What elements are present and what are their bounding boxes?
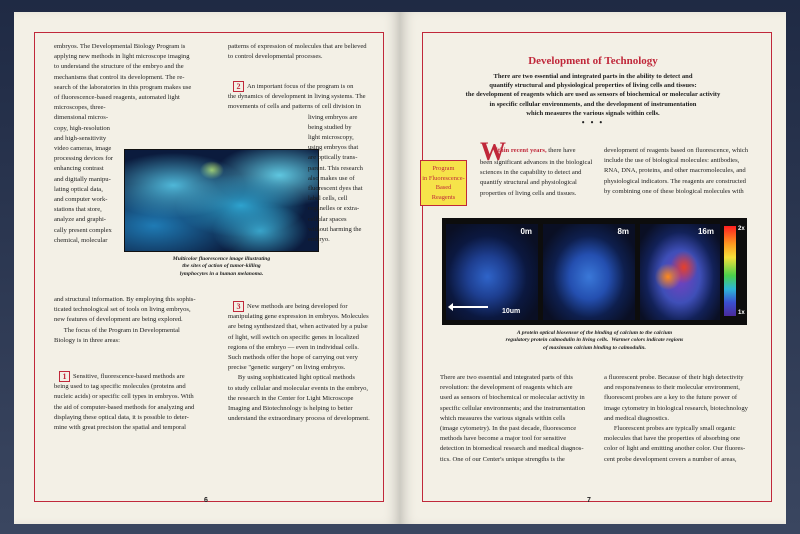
arrow-left-icon (452, 306, 488, 308)
text-line: include the use of biological molecules: antibodies, (604, 157, 740, 165)
text-line: ticated technological set of tools on living embryos, (54, 306, 191, 314)
text-line: organelles or extra- (308, 205, 360, 213)
text-line: and computer work- (54, 196, 108, 203)
text-line: New methods are being developed for (247, 303, 348, 310)
section-divider: • • • (581, 118, 605, 127)
text-line: methods have become a major tool for sensitive (440, 435, 567, 443)
text-line: manipulating gene expression in embryos. Molecules (228, 313, 369, 321)
lead-rest: there have (546, 147, 576, 154)
text-line: detection in biomedical research and medical diagnos- (440, 445, 584, 453)
text-line: are optically trans- (308, 154, 358, 162)
text-line: fluorescent probes are a key to the future power of (604, 394, 738, 402)
text-line: properties of living cells and tissues. (480, 189, 577, 197)
text-line: also makes use of (308, 174, 355, 182)
text-line: Fluorescent probes are typically small organic (604, 425, 736, 432)
text-line: to study cellular and molecular events in the embryo, (228, 384, 369, 392)
page-number-left: 6 (204, 497, 208, 504)
text-line: label cells, cell (308, 195, 348, 203)
text-line: new features of development are being explored. (54, 316, 183, 324)
item-3-number: 3 (233, 301, 244, 312)
text-line: copy, high-resolution (54, 124, 110, 132)
calcium-biosensor-figure (442, 218, 747, 325)
text-line: microscopes, three- (54, 104, 106, 112)
text-line: precise "genetic surgery" on living embryos. (228, 364, 346, 372)
page-number-right: 7 (587, 497, 591, 504)
panel-0m-label: 0m (520, 227, 532, 236)
text-line: being studied by (308, 123, 352, 131)
text-line: tics. One of our Center's unique strengths is the (440, 455, 565, 463)
drop-cap: W (480, 137, 506, 166)
text-line: used as sensors of biochemical or molecular activity in (440, 394, 585, 402)
text-line: without harming the (308, 225, 362, 233)
text-line: sciences in the capability to detect and (480, 169, 582, 177)
text-line: light microscopy, (308, 134, 354, 141)
text-line: (image cytometry). In the past decade, fluorescence (440, 425, 577, 432)
text-line: and digitally manipu- (54, 175, 111, 183)
text-line: Such methods offer the hope of carrying out very (228, 354, 358, 361)
text-line: Imaging and Biotechnology is helping to better (228, 405, 353, 412)
text-line: There are two essential and integrated parts of this (440, 374, 573, 381)
text-line: being used to tag specific molecules (proteins and (54, 383, 186, 391)
text-line: development of reagents based on fluorescence, which (604, 147, 749, 154)
lead-words: ithin recent years, (496, 147, 547, 154)
text-line: the aid of computer-based methods for analyzing and (54, 403, 195, 411)
text-line: dimensional micros- (54, 114, 109, 122)
panel-8m (543, 224, 635, 320)
text-line: a fluorescent probe. Because of their high detectivity (604, 374, 744, 381)
text-line: Biology is in three areas: (54, 336, 120, 344)
text-line: and high-sensitivity (54, 134, 107, 142)
text-line: molecules that have the properties of absorbing one (604, 435, 741, 443)
text-line: and responsiveness to their molecular environment, (604, 384, 740, 392)
section-intro: There are two essential and integrated parts in the ability to detect and quantify structural and physiological properties of living cells and tissues: the development of reagents which are used as sensors of biochemical or molecular activity in specific cellular environments, and the development of instrumentation which measures the various signals within cells. (465, 73, 721, 117)
text-line: cally present complex (54, 226, 112, 234)
text-line: By using sophisticated light optical methods (228, 374, 355, 382)
scale-top-label: 2x (738, 226, 745, 232)
text-line: patterns of expression of molecules that are believed (228, 43, 367, 50)
text-line: by combining one of these biological molecules with (604, 187, 744, 195)
text-line: image cytometry in biological research, biotechnology (604, 404, 748, 412)
text-line: cellular spaces (308, 215, 347, 223)
text-line: chemical, molecular (54, 236, 108, 244)
text-line: living embryos are (308, 113, 358, 121)
text-line: color of light and emitting another color. Our fluores- (604, 445, 746, 453)
item-2-number: 2 (233, 81, 244, 92)
text-line: revolution: the development of reagents which are (440, 384, 573, 392)
program-sidebar-tag: Program in Fluorescence- Based Reagents (420, 160, 467, 206)
melanoma-fluorescence-image (124, 149, 319, 252)
text-line: to understand the structure of the embryo and the (54, 63, 184, 71)
text-line: cent probe development covers a number of areas, (604, 455, 737, 463)
scale-bar-label: 10um (502, 308, 521, 315)
text-line: movements of cells and patterns of cell division in (228, 103, 361, 111)
text-line: mine with great precision the spatial and temporal (54, 424, 187, 431)
text-line: The focus of the Program in Developmental (54, 326, 180, 334)
text-line: Sensitive, fluorescence-based methods are (73, 373, 185, 380)
text-line: processing devices for (54, 155, 113, 163)
text-line: embryo. (308, 236, 330, 243)
text-line: displaying these optical data, it is possible to deter- (54, 413, 189, 421)
text-line: applying new methods in light microscope imaging (54, 53, 190, 61)
text-line: embryos. The Developmental Biology Program is (54, 43, 186, 50)
text-line: which measures the various signals within cells (440, 414, 566, 422)
text-line: RNA, DNA, proteins, and other macromolecules, and (604, 167, 746, 175)
right-page (400, 12, 786, 524)
item-1-number: 1 (59, 371, 70, 382)
text-line: the dynamics of development in living systems. The (228, 93, 366, 101)
text-line: quantify structural and physiological (480, 179, 577, 187)
text-line: An important focus of the program is on (247, 83, 354, 90)
lead-line (496, 146, 576, 156)
text-line: and medical diagnostics. (604, 414, 670, 422)
text-line: and structural information. By employing this sophis- (54, 296, 196, 303)
text-line: video cameras, image (54, 145, 112, 152)
color-scale-bar (724, 226, 736, 316)
text-line: search of the laboratories in this program makes use (54, 83, 192, 91)
calcium-figure-caption: A protein optical biosensor of the binding of calcium to the calcium regulatory protein calmodulin in living cells. Warmer colors indicate regions of maximum calcium binding to calmodulin. (505, 330, 684, 351)
text-line: mechanisms that control its development. The re- (54, 73, 185, 81)
panel-8m-label: 8m (617, 227, 629, 236)
text-line: regions of the embryo — even in individual cells. (228, 343, 359, 351)
text-line: using embryos that (308, 144, 359, 152)
text-line: parent. This research (308, 164, 363, 172)
text-line: are being synthesized that, when activated by a pulse (228, 323, 368, 331)
text-line: specific cellular environments; and the instrumentation (440, 404, 586, 412)
text-line: physiological indicators. The reagents are constructed (604, 177, 746, 185)
text-line: nucleic acids) or specific cell types in embryos. With (54, 393, 194, 401)
text-line: enhancing contrast (54, 165, 104, 173)
text-line: lating optical data, (54, 185, 103, 193)
text-line: of light, will switch on specific genes in localized (228, 333, 359, 341)
section-title: Development of Technology (528, 55, 658, 67)
panel-16m (640, 224, 720, 320)
text-line: been significant advances in the biological (480, 159, 593, 166)
text-line: stations that store, (54, 206, 102, 214)
text-line: of fluorescence-based reagents, automated light (54, 94, 180, 101)
panel-16m-label: 16m (697, 227, 714, 236)
text-line: fluorescent dyes that (308, 185, 363, 192)
text-line: to control developmental processes. (228, 53, 323, 61)
text-line: analyze and graphi- (54, 216, 106, 224)
melanoma-caption: Multicolor fluorescence image illustrating the sites of action of tumor-killing lymphocytes in a human melanoma. (172, 256, 271, 277)
scale-bottom-label: 1x (738, 310, 745, 316)
text-line: the research in the Center for Light Microscope (228, 394, 354, 402)
text-line: understand the extraordinary process of development. (228, 415, 370, 423)
left-page (14, 12, 400, 524)
